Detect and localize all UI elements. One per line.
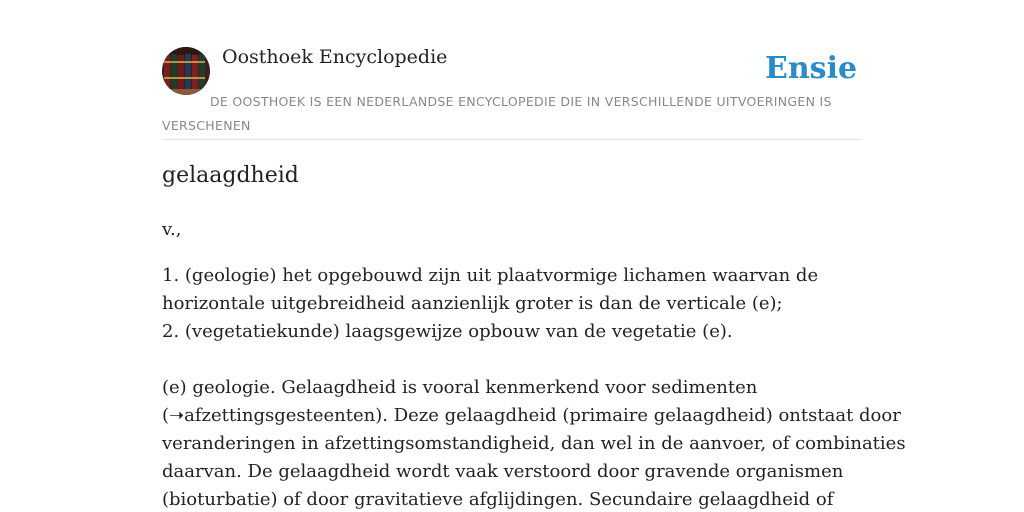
site-name[interactable]: Oosthoek Encyclopedie [222, 46, 448, 68]
header-divider [162, 139, 862, 140]
body-line: daarvan. De gelaagdheid wordt vaak verstoord door gravende organismen [162, 461, 844, 482]
page-title: gelaagdheid [162, 163, 299, 188]
definition-line: horizontale uitgebreidheid aanzienlijk groter is dan de verticale (e); [162, 293, 783, 314]
bookshelf-icon [162, 47, 210, 95]
definitions [162, 262, 872, 346]
body-line: (e) geologie. Gelaagdheid is vooral kenmerkend voor sedimenten [162, 377, 758, 398]
grammar-label: v., [162, 219, 182, 240]
brand-logo[interactable]: Ensie [765, 51, 858, 86]
site-tagline: DE OOSTHOEK IS EEN NEDERLANDSE ENCYCLOPEDIE DIE IN VERSCHILLENDE UITVOERINGEN IS VERSCHENEN [162, 94, 832, 133]
body-text [162, 374, 906, 512]
site-avatar[interactable] [162, 47, 210, 95]
body-line: (bioturbatie) of door gravitatieve afglijdingen. Secundaire gelaagdheid of [162, 489, 834, 510]
paragraph-gap [162, 346, 872, 374]
entry-content [162, 216, 906, 512]
definition-line: 2. (vegetatiekunde) laagsgewijze opbouw van de vegetatie (e). [162, 321, 733, 342]
body-line: (➝afzettingsgesteenten). Deze gelaagdheid (primaire gelaagdheid) ontstaat door [162, 405, 901, 426]
body-line: veranderingen in afzettingsomstandigheid, dan wel in de aanvoer, of combinaties [162, 433, 906, 454]
definition-line: 1. (geologie) het opgebouwd zijn uit plaatvormige lichamen waarvan de [162, 265, 819, 286]
